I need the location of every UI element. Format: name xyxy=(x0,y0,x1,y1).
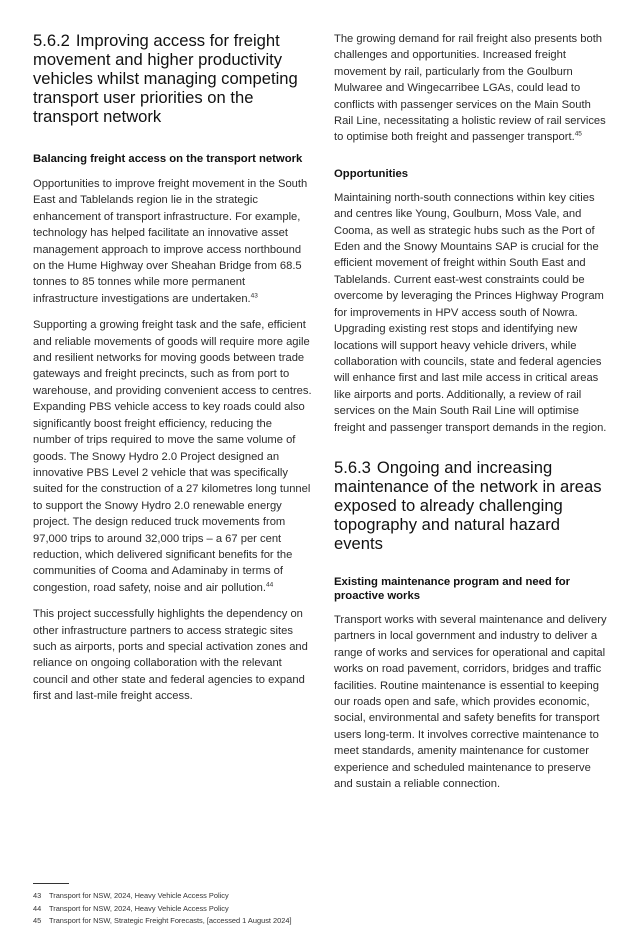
paragraph-maintenance: Transport works with several maintenance and delivery partners in local government and industry to deliver a range of works and services for operational and capital works on road pavement, corridors, bridges and traffic facilities. Routine maintenance is essential to keeping our roads open and safe, which provides economic, social, environmental and safety benefits for transport users long-term. It involves corrective maintenance to meet standards, amenity maintenance for customer experience and scheduled maintenance to preserve and sustain a reliable connection. xyxy=(334,613,607,790)
footnote-item xyxy=(33,903,613,916)
footnote-text: Transport for NSW, 2024, Heavy Vehicle Access Policy xyxy=(49,891,229,900)
footnote-text: Transport for NSW, Strategic Freight Forecasts, [accessed 1 August 2024] xyxy=(49,916,292,925)
footnotes xyxy=(33,883,613,928)
paragraph: Opportunities to improve freight movement in the South East and Tablelands region lie in the strategic enhancement of transport infrastructure. For example, technology has helped facilitate an innovative asset management approach to improve access northbound on the Hume Highway over Sheahan Bridge from 68.5 tonnes to 85 tonnes while more permanent infrastructure investigations are undertaken.$^{43}$ xyxy=(33,178,308,305)
subheading-balancing-freight-access: Balancing freight access on the transport network xyxy=(33,153,303,165)
section-number: 5.6.3 xyxy=(334,457,371,477)
section-heading-5-6-2 xyxy=(33,31,313,126)
section-title: Improving access for freight movement and higher productivity vehicles whilst managing competing transport user priorities on the transport network xyxy=(33,31,298,126)
paragraph: This project successfully highlights the dependency on other infrastructure partners to access strategic sites such as airports, ports and special activation zones and reliance on ongoing collaboration with the relevant council and other state and federal agencies to expand first and last-mile freight access. xyxy=(33,608,308,703)
footnote-ref: 45 xyxy=(574,130,582,138)
footnote-text: Transport for NSW, 2024, Heavy Vehicle Access Policy xyxy=(49,903,229,913)
footnote-ref: 43 xyxy=(250,292,258,300)
paragraph-opportunities: Maintaining north-south connections within key cities and centres like Young, Goulburn, Moss Vale, and Cooma, as well as strategic hubs such as the Port of Eden and the Snowy Mountains SAP is crucial for the efficient movement of freight within South East and Tablelands. Current east-west constraints could be overcome by leveraging the Princes Highway Program for improvements in HPV access south of Nowra. Upgrading existing rest stops and identifying new locations will support heavy vehicle drivers, while collaboration with councils, state and federal agencies will enhance first and last mile access in critical areas like airports and ports. Additionally, a review of rail services on the Main South Rail Line will optimise freight and passenger transport demands in the region. xyxy=(334,191,607,434)
paragraph-rail-freight: The growing demand for rail freight also presents both challenges and opportunities. Increased freight movement by rail, particularly from the Goulburn Mulwaree and Wingecarribee LGAs, could lead to conflicts with passenger services on the Main South Rail Line, necessitating a holistic review of rail services to optimise both freight and passenger transport.$^{45}$ xyxy=(334,33,606,144)
section-heading-5-6-3 xyxy=(334,458,611,553)
footnote-item xyxy=(33,915,613,928)
section-number: 5.6.2 xyxy=(33,31,70,50)
footnote-number: 45 xyxy=(33,916,42,925)
subheading-opportunities: Opportunities xyxy=(334,167,409,180)
paragraph: Supporting a growing freight task and the safe, efficient and reliable movements of goods will require more agile and resilient networks for moving goods between trade gateways and freight precincts, such as from port to warehouse, and providing convenient access to centres. Expanding PBS vehicle access to key roads could also significantly boost freight efficiency, reducing the number of trips required to move the same volume of goods. The Snowy Hydro 2.0 Project designed an innovative PBS Level 2 vehicle that was specifically suited for the construction of a 27 kilometres long tunnel to support the Snowy Hydro 2.0 renewable energy project. The design reduced truck movements from 97,000 trips to around 32,000 trips – a 67 per cent reduction, which delivered significant benefits for the communities of Cooma and Adaminaby in terms of congestion, road safety, noise and air pollution.$^{44}$ xyxy=(33,319,312,594)
section-title: Ongoing and increasing maintenance of the network in areas exposed to already challenging topography and natural hazard events xyxy=(334,457,602,553)
left-column xyxy=(33,31,313,705)
right-column xyxy=(334,31,611,792)
footnote-ref: 44 xyxy=(266,581,274,589)
subheading-existing-maintenance: Existing maintenance program and need for proactive works xyxy=(334,575,571,602)
footnote-item xyxy=(33,890,613,903)
footnote-number: 43 xyxy=(33,891,42,900)
footnote-number: 44 xyxy=(33,903,42,913)
footnote-divider xyxy=(33,883,69,884)
